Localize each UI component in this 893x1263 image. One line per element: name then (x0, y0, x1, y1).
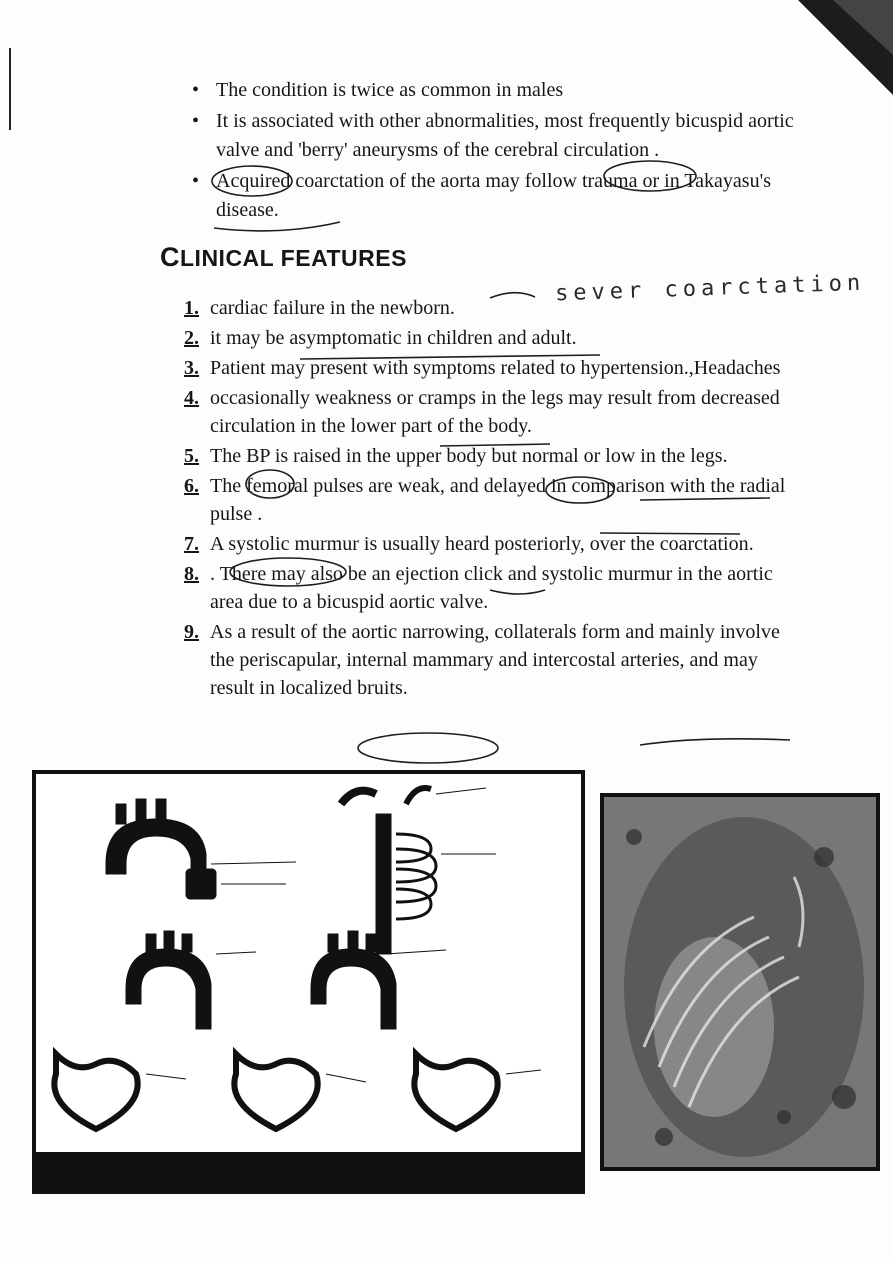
feature-number: 7. (184, 533, 199, 555)
feature-number: 4. (184, 387, 199, 409)
feature-item (184, 354, 804, 382)
feature-text: Patient may present with symptoms related to hypertension.,Headaches (210, 357, 781, 379)
figure-caption-bar (36, 1152, 581, 1190)
feature-item (184, 560, 804, 616)
feature-text: . There may also be an ejection click and systolic murmur in the aortic area due to a bicuspid aortic valve. (210, 563, 773, 613)
feature-item (184, 530, 804, 558)
feature-text: it may be asymptomatic in children and adult. (210, 327, 577, 349)
feature-item (184, 384, 804, 440)
feature-text: A systolic murmur is usually heard posteriorly, over the coarctation. (210, 533, 754, 555)
aortic-arch-diagrams (36, 774, 581, 1154)
feature-number: 6. (184, 475, 199, 497)
feature-number: 2. (184, 327, 199, 349)
bullet-item: • The condition is twice as common in males (190, 76, 830, 105)
feature-text: The femoral pulses are weak, and delayed in comparison with the radial pulse . (210, 475, 786, 525)
bullet-item: • Acquired coarctation of the aorta may follow trauma or in Takayasu's disease. (190, 167, 830, 225)
heading-rest: LINICAL FEATURES (180, 245, 407, 271)
margin-ink-line (9, 48, 11, 130)
heading-initial: C (160, 242, 180, 272)
feature-number: 8. (184, 563, 199, 585)
feature-number: 9. (184, 621, 199, 643)
feature-item (184, 618, 804, 702)
feature-number: 3. (184, 357, 199, 379)
coarctation-diagram-figure (32, 770, 585, 1194)
chest-xray-image (600, 793, 880, 1171)
xray-texture (604, 797, 876, 1167)
feature-item (184, 472, 804, 528)
clinical-features-list (184, 294, 804, 704)
feature-item (184, 442, 804, 470)
feature-number: 5. (184, 445, 199, 467)
feature-text: As a result of the aortic narrowing, collaterals form and mainly involve the periscapular, internal mammary and intercostal arteries, and may result in localized bruits. (210, 621, 780, 699)
feature-number: 1. (184, 297, 199, 319)
feature-text: occasionally weakness or cramps in the legs may result from decreased circulation in the lower part of the body. (210, 387, 780, 437)
feature-item (184, 324, 804, 352)
bullet-item: • It is associated with other abnormalities, most frequently bicuspid aortic valve and 'berry' aneurysms of the cerebral circulation . (190, 107, 830, 165)
handwritten-note: sever coarctation (554, 270, 866, 307)
feature-item (184, 294, 804, 322)
intro-bullet-list (190, 76, 830, 227)
feature-text: cardiac failure in the newborn. (210, 297, 455, 319)
feature-text: The BP is raised in the upper body but normal or low in the legs. (210, 445, 728, 467)
section-heading (160, 242, 407, 273)
